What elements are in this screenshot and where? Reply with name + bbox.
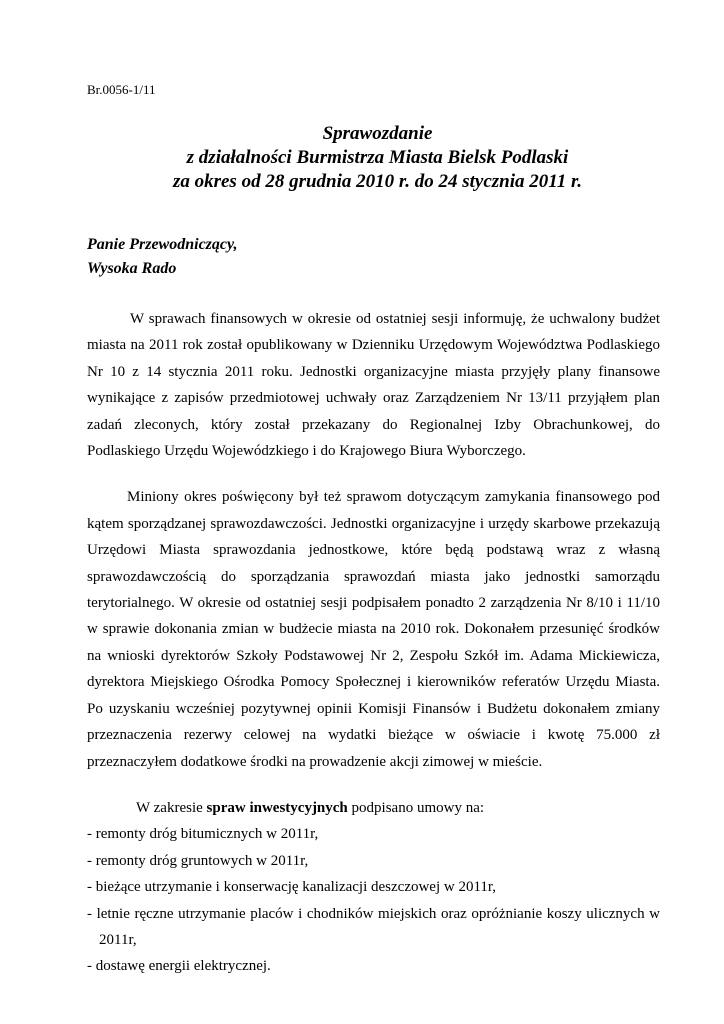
- paragraph-investments: [87, 795, 660, 821]
- report-title: [87, 122, 660, 194]
- list-item: - remonty dróg gruntowych w 2011r,: [87, 852, 309, 869]
- contracts-list: [87, 821, 660, 979]
- document-reference: Br.0056-1/11: [87, 82, 156, 97]
- salutation-line-1: Panie Przewodniczący,: [87, 236, 238, 253]
- list-item: - letnie ręczne utrzymanie placów i chodników miejskich oraz opróżnianie koszy ulicznych w 2011r,: [87, 905, 660, 948]
- investments-prefix: W zakresie: [136, 799, 207, 816]
- investments-bold: spraw inwestycyjnych: [206, 799, 348, 816]
- paragraph-closing: Miniony okres poświęcony był też sprawom dotyczącym zamykania finansowego pod kątem sporządzanej sprawozdawczości. Jednostki organizacyjne i urzędy skarbowe przekazują Urzędowi Miasta sprawozdania jednostkowe, które będą podstawą wraz z własną sprawozdawczością do sporządzania sprawozdań miasta jako jednostki samorządu terytorialnego. W okresie od ostatniej sesji podpisałem ponadto 2 zarządzenia Nr 8/10 i 11/10 w sprawie dokonania zmian w budżecie miasta na 2010 rok. Dokonałem przesunięć środków na wnioski dyrektorów Szkoły Podstawowej Nr 2, Zespołu Szkół im. Adama Mickiewicza, dyrektora Miejskiego Ośrodka Pomocy Społecznej i kierowników referatów Urzędu Miasta. Po uzyskaniu wcześniej pozytywnej opinii Komisji Finansów i Budżetu dokonałem zmiany przeznaczenia rezerwy celowej na wydatki bieżące w oświacie i kwotę 75.000 zł przeznaczyłem dodatkowe środki na prowadzenie akcji zimowej w mieście.: [87, 489, 660, 770]
- salutation: [87, 233, 660, 281]
- list-item: - bieżące utrzymanie i konserwację kanalizacji deszczowej w 2011r,: [87, 879, 497, 896]
- title-line-2: z działalności Burmistrza Miasta Bielsk Podlaski: [186, 147, 569, 168]
- title-line-1: Sprawozdanie: [322, 123, 433, 144]
- paragraph-finances: W sprawach finansowych w okresie od ostatniej sesji informuję, że uchwalony budżet miasta na 2011 rok został opublikowany w Dzienniku Urzędowym Województwa Podlaskiego Nr 10 z 14 stycznia 2011 roku. Jednostki organizacyjne miasta przyjęły plany finansowe wynikające z zapisów przedmiotowej uchwały oraz Zarządzeniem Nr 13/11 przyjąłem plan zadań zleconych, który został przekazany do Regionalnej Izby Obrachunkowej, do Podlaskiego Urzędu Wojewódzkiego i do Krajowego Biura Wyborczego.: [87, 311, 660, 460]
- investments-suffix: podpisano umowy na:: [347, 799, 485, 816]
- list-item: - dostawę energii elektrycznej.: [87, 958, 271, 975]
- title-line-3: za okres od 28 grudnia 2010 r. do 24 stycznia 2011 r.: [172, 171, 583, 192]
- salutation-line-2: Wysoka Rado: [87, 260, 177, 277]
- list-item: - remonty dróg bitumicznych w 2011r,: [87, 826, 319, 843]
